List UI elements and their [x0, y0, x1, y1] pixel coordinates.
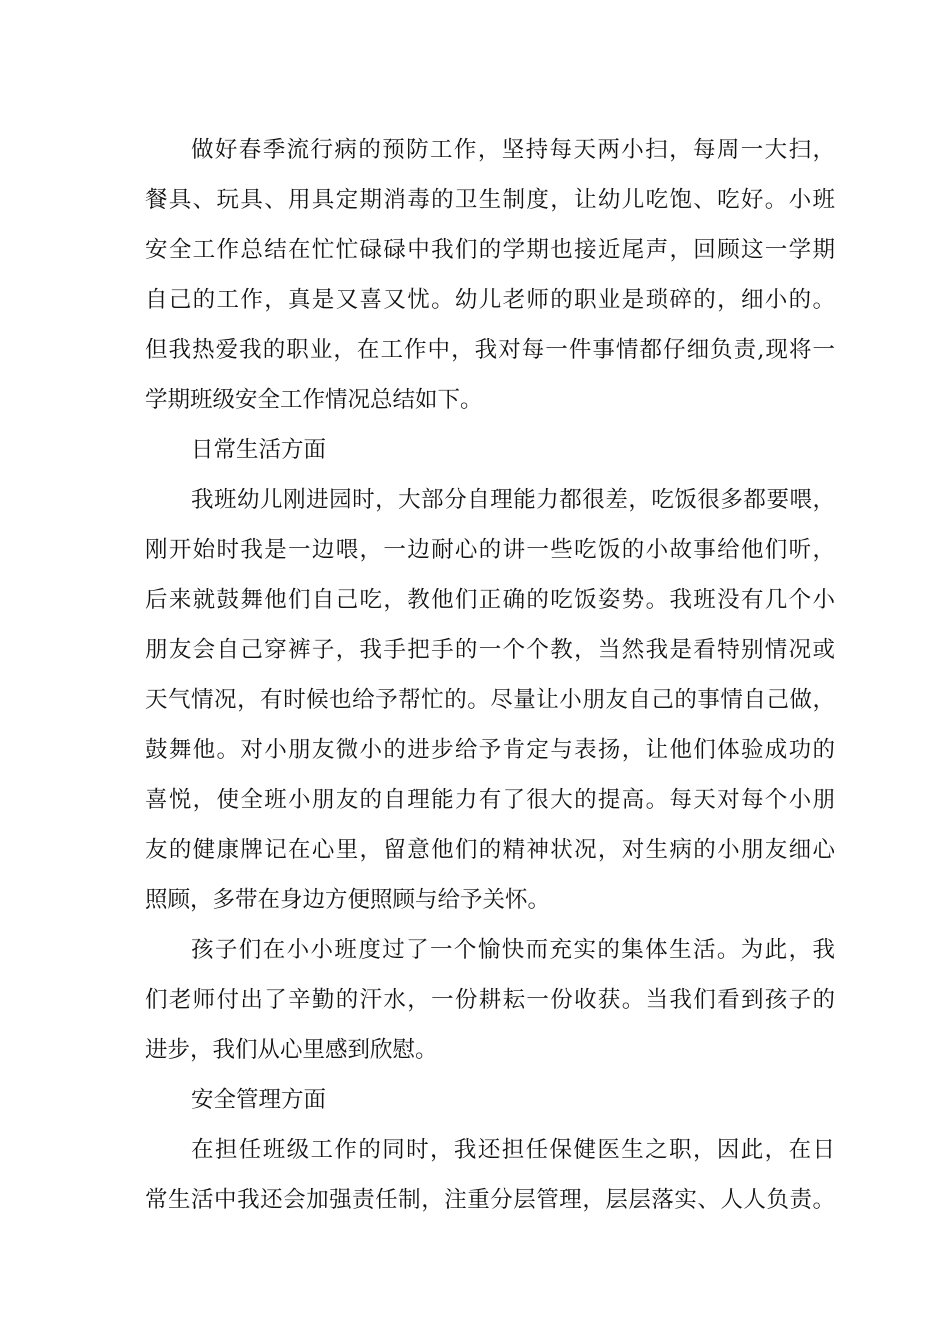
- text-line: 常生活中我还会加强责任制，注重分层管理，层层落实、人人负责。: [145, 1187, 835, 1213]
- text-line: 刚开始时我是一边喂，一边耐心的讲一些吃饭的小故事给他们听，: [145, 537, 835, 563]
- text-line: 喜悦，使全班小朋友的自理能力有了很大的提高。每天对每个小朋: [145, 787, 835, 813]
- text-line: 安全工作总结在忙忙碌碌中我们的学期也接近尾声，回顾这一学期: [145, 237, 835, 263]
- text-line: 自己的工作，真是又喜又忧。幼儿老师的职业是琐碎的，细小的。: [145, 287, 835, 313]
- text-line: 学期班级安全工作情况总结如下。: [145, 387, 483, 413]
- text-line: 鼓舞他。对小朋友微小的进步给予肯定与表扬，让他们体验成功的: [145, 737, 835, 763]
- section-heading: 安全管理方面: [191, 1087, 327, 1113]
- text-line: 孩子们在小小班度过了一个愉快而充实的集体生活。为此，我: [191, 937, 835, 963]
- text-line: 在担任班级工作的同时，我还担任保健医生之职，因此，在日: [191, 1137, 835, 1163]
- text-line: 友的健康牌记在心里，留意他们的精神状况，对生病的小朋友细心: [145, 837, 835, 863]
- text-line: 做好春季流行病的预防工作，坚持每天两小扫，每周一大扫，: [191, 137, 835, 163]
- text-line: 照顾，多带在身边方便照顾与给予关怀。: [145, 887, 551, 913]
- section-heading: 日常生活方面: [191, 437, 327, 463]
- text-line: 进步，我们从心里感到欣慰。: [145, 1037, 438, 1063]
- text-line: 我班幼儿刚进园时，大部分自理能力都很差，吃饭很多都要喂，: [191, 487, 835, 513]
- text-line: 天气情况，有时候也给予帮忙的。尽量让小朋友自己的事情自己做，: [145, 687, 835, 713]
- text-line: 但我热爱我的职业，在工作中，我对每一件事情都仔细负责,现将一: [145, 337, 835, 363]
- text-line: 后来就鼓舞他们自己吃，教他们正确的吃饭姿势。我班没有几个小: [145, 587, 835, 613]
- text-line: 们老师付出了辛勤的汗水，一份耕耘一份收获。当我们看到孩子的: [145, 987, 835, 1013]
- text-line: 餐具、玩具、用具定期消毒的卫生制度，让幼儿吃饱、吃好。小班: [145, 187, 835, 213]
- text-line: 朋友会自己穿裤子，我手把手的一个个教，当然我是看特别情况或: [145, 637, 835, 663]
